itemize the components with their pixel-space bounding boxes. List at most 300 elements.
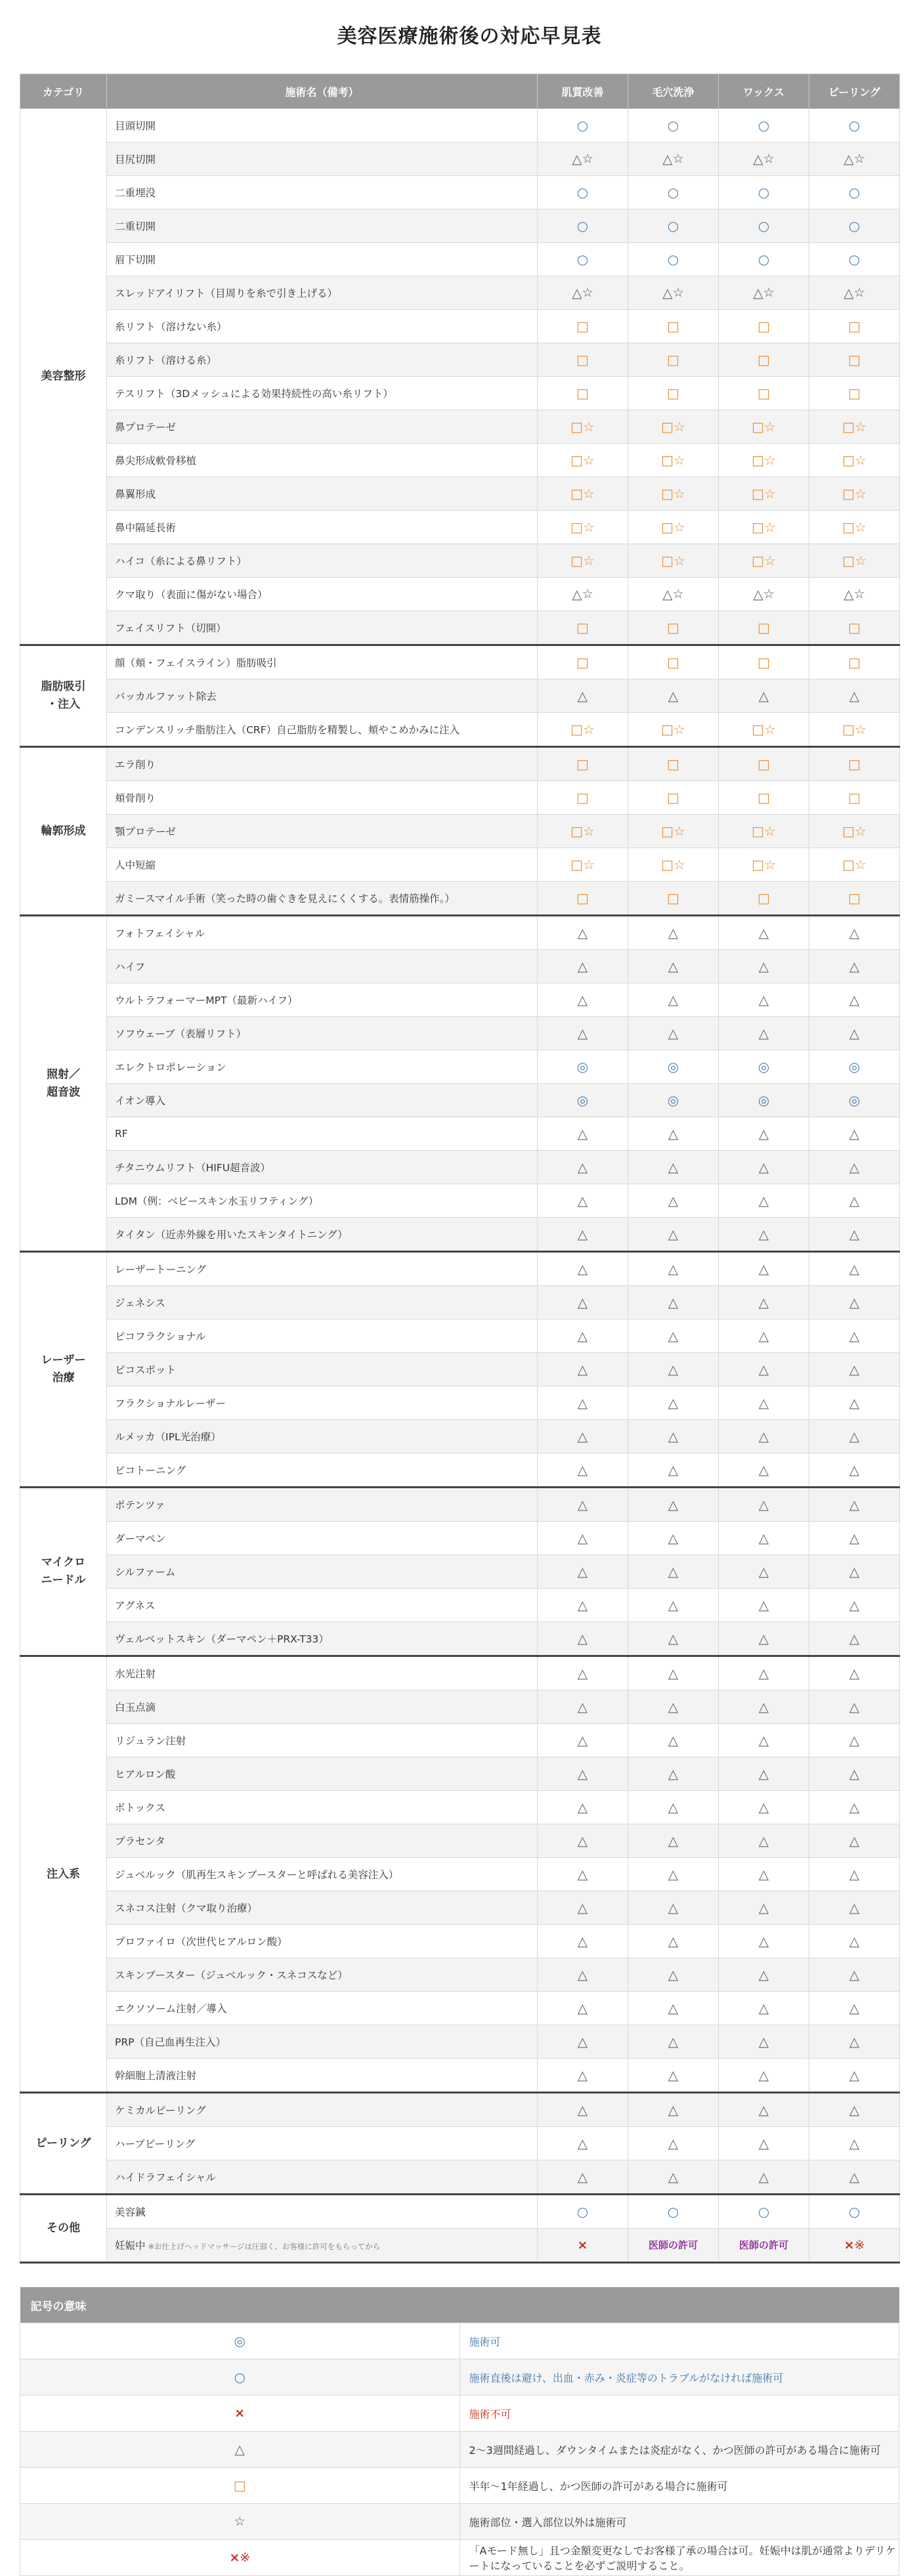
circle-icon: ○	[758, 2204, 770, 2220]
circle-icon: ○	[848, 218, 861, 234]
symbol-cell	[809, 848, 900, 882]
treatment-name: 目尻切開	[115, 154, 156, 165]
symbol-cell	[809, 1891, 900, 1925]
triangle-icon: △	[849, 1967, 860, 1983]
symbol-cell	[538, 747, 628, 781]
symbol-cell	[538, 882, 628, 916]
double-circle-icon: ◎	[758, 1059, 770, 1075]
symbol-cell	[628, 916, 719, 950]
symbol-cell	[719, 343, 809, 377]
symbol-cell	[809, 1286, 900, 1320]
triangle-icon: △	[849, 1597, 860, 1613]
symbol-cell	[538, 1724, 628, 1757]
triangle-icon: △	[668, 2102, 679, 2118]
square-icon: □	[661, 419, 673, 435]
symbol-cell	[719, 1757, 809, 1791]
legend-symbol-cell	[20, 2323, 460, 2359]
square-icon: □	[758, 620, 770, 635]
table-row	[20, 2127, 900, 2160]
symbol-cell	[809, 343, 900, 377]
triangle-icon: △	[753, 285, 763, 301]
star-icon: ☆	[763, 419, 776, 435]
treatment-name-cell	[107, 176, 538, 209]
treatment-name-cell	[107, 747, 538, 781]
star-icon: ☆	[763, 486, 776, 502]
triangle-icon: △	[577, 925, 588, 941]
treatment-name: ジュベルック（肌再生スキンブースターと呼ばれる美容注入）	[115, 1869, 399, 1881]
triangle-icon: △	[577, 1497, 588, 1513]
symbol-cell	[719, 1589, 809, 1622]
triangle-icon: △	[668, 1261, 679, 1277]
symbol-cell	[809, 2160, 900, 2195]
treatment-name-cell	[107, 1320, 538, 1353]
triangle-icon: △	[849, 958, 860, 974]
triangle-icon: △	[758, 925, 769, 941]
symbol-cell	[809, 1925, 900, 1958]
triangle-icon: △	[572, 285, 582, 301]
symbol-cell	[628, 611, 719, 645]
table-row	[20, 1690, 900, 1724]
square-icon: □	[667, 318, 679, 334]
symbol-cell	[809, 1791, 900, 1824]
treatment-name-cell	[107, 1791, 538, 1824]
symbol-cell	[628, 2229, 719, 2263]
symbol-cell	[719, 377, 809, 410]
triangle-icon: △	[849, 1530, 860, 1546]
symbol-cell	[628, 578, 719, 611]
treatment-name: ポテンツァ	[115, 1499, 165, 1511]
symbol-cell	[719, 781, 809, 815]
square-icon: □	[661, 823, 673, 839]
page	[20, 0, 919, 2576]
legend-text: 施術可	[460, 2323, 899, 2359]
square-icon: □	[576, 756, 589, 772]
triangle-icon: △	[668, 1933, 679, 1949]
table-row	[20, 1656, 900, 1690]
symbol-cell	[628, 511, 719, 544]
treatment-name: ボトックス	[115, 1802, 165, 1814]
triangle-icon: △	[758, 1564, 769, 1579]
triangle-icon: △	[668, 925, 679, 941]
treatment-name: 白玉点滴	[115, 1702, 156, 1713]
treatment-name-cell	[107, 1453, 538, 1488]
double-circle-icon: ◎	[234, 2333, 246, 2350]
triangle-icon: △	[849, 925, 860, 941]
symbol-cell	[809, 611, 900, 645]
symbol-cell	[719, 477, 809, 511]
table-row	[20, 511, 900, 544]
cross-icon: ×	[229, 2550, 240, 2565]
star-icon: ☆	[582, 419, 595, 435]
triangle-icon: △	[849, 1699, 860, 1715]
treatment-name-cell	[107, 848, 538, 882]
symbol-cell	[809, 2229, 900, 2263]
star-icon: ☆	[763, 151, 775, 166]
triangle-icon: △	[849, 1833, 860, 1849]
symbol-cell	[628, 2093, 719, 2127]
star-icon: ☆	[673, 823, 685, 839]
symbol-cell	[809, 1757, 900, 1791]
treatment-name: ジェネシス	[115, 1297, 165, 1309]
symbol-cell	[809, 477, 900, 511]
star-icon: ☆	[582, 721, 595, 737]
symbol-cell	[628, 1286, 719, 1320]
star-icon: ☆	[672, 586, 684, 601]
table-row	[20, 1050, 900, 1084]
symbol-cell	[809, 310, 900, 343]
table-row	[20, 1453, 900, 1488]
table-row	[20, 1992, 900, 2025]
symbol-cell	[538, 645, 628, 679]
symbol-cell	[719, 1320, 809, 1353]
symbol-cell	[809, 1117, 900, 1151]
triangle-icon: △	[758, 1126, 769, 1142]
triangle-icon: △	[758, 1766, 769, 1782]
triangle-icon: △	[849, 1159, 860, 1175]
symbol-cell	[538, 377, 628, 410]
treatment-name-cell	[107, 1420, 538, 1453]
table-row	[20, 1622, 900, 1656]
triangle-icon: △	[758, 1530, 769, 1546]
symbol-cell	[809, 176, 900, 209]
square-icon: □	[758, 318, 770, 334]
legend-text: 施術部位・選入部位以外は施術可	[460, 2504, 899, 2540]
square-icon: □	[848, 655, 861, 670]
table-row	[20, 1555, 900, 1589]
category-label: 注入系	[20, 1656, 107, 2093]
triangle-icon: △	[577, 958, 588, 974]
triangle-icon: △	[668, 1159, 679, 1175]
triangle-icon: △	[577, 1900, 588, 1916]
symbol-cell	[719, 544, 809, 578]
square-icon: □	[758, 890, 770, 906]
treatment-name: プロファイロ（次世代ヒアルロン酸）	[115, 1936, 288, 1948]
symbol-cell	[719, 209, 809, 243]
star-icon: ☆	[763, 823, 776, 839]
treatment-name-cell	[107, 343, 538, 377]
legend-row	[20, 2359, 899, 2395]
square-icon: □	[667, 756, 679, 772]
table-row	[20, 1488, 900, 1522]
triangle-icon: △	[758, 1933, 769, 1949]
square-icon: □	[570, 553, 583, 569]
category-label: 輪郭形成	[20, 747, 107, 916]
square-icon: □	[576, 655, 589, 670]
symbol-cell	[538, 1117, 628, 1151]
triangle-icon: △	[668, 1564, 679, 1579]
symbol-cell	[809, 1992, 900, 2025]
symbol-cell	[538, 983, 628, 1017]
table-row	[20, 1791, 900, 1824]
legend-symbol-cell	[20, 2504, 460, 2540]
square-icon: □	[758, 655, 770, 670]
triangle-icon: △	[758, 1732, 769, 1748]
symbol-cell	[628, 477, 719, 511]
category-label: ピーリング	[20, 2093, 107, 2195]
table-row	[20, 578, 900, 611]
star-icon: ☆	[854, 519, 866, 535]
category-label: レーザー 治療	[20, 1252, 107, 1488]
treatment-name-cell	[107, 544, 538, 578]
treatment-name: プラセンタ	[115, 1835, 165, 1847]
circle-icon: ○	[576, 184, 589, 200]
symbol-cell	[538, 916, 628, 950]
kome-icon: ※	[240, 2550, 251, 2565]
symbol-cell	[719, 176, 809, 209]
square-icon: □	[570, 823, 583, 839]
category-label: その他	[20, 2195, 107, 2263]
square-icon: □	[758, 790, 770, 805]
treatment-name-cell	[107, 477, 538, 511]
symbol-cell	[809, 1420, 900, 1453]
square-icon: □	[576, 318, 589, 334]
symbol-cell	[809, 781, 900, 815]
treatment-name: 顔（頬・フェイスライン）脂肪吸引	[115, 657, 277, 669]
square-icon: □	[576, 352, 589, 368]
symbol-cell	[809, 209, 900, 243]
symbol-cell	[538, 611, 628, 645]
symbol-cell	[809, 1017, 900, 1050]
symbol-cell	[628, 1622, 719, 1656]
treatment-name: LDM（例：ベビースキン水玉リフティング）	[115, 1195, 319, 1207]
triangle-icon: △	[577, 1866, 588, 1882]
treatment-name-cell	[107, 983, 538, 1017]
symbol-cell	[538, 1420, 628, 1453]
treatment-name: 頬骨削り	[115, 792, 156, 804]
table-row	[20, 1925, 900, 1958]
square-icon: □	[842, 857, 855, 872]
symbol-cell	[628, 1992, 719, 2025]
treatment-name-cell	[107, 2127, 538, 2160]
symbol-cell	[538, 1858, 628, 1891]
triangle-icon: △	[849, 1799, 860, 1815]
table-row	[20, 2195, 900, 2229]
table-body	[20, 109, 900, 2263]
treatment-name-cell	[107, 511, 538, 544]
triangle-icon: △	[577, 1933, 588, 1949]
table-row	[20, 2229, 900, 2263]
treatment-note: ※お仕上げヘッドマッサージは圧弱く、お客様に許可をもらってから	[148, 2242, 381, 2251]
symbol-cell	[628, 343, 719, 377]
symbol-cell	[628, 713, 719, 747]
table-row	[20, 343, 900, 377]
table-row	[20, 1117, 900, 1151]
triangle-icon: △	[577, 1428, 588, 1444]
triangle-icon: △	[849, 1462, 860, 1478]
treatment-name: コンデンスリッチ脂肪注入（CRF）自己脂肪を精製し、頬やこめかみに注入	[115, 724, 460, 736]
symbol-cell	[538, 1757, 628, 1791]
treatment-name-cell	[107, 1824, 538, 1858]
triangle-icon: △	[758, 1699, 769, 1715]
symbol-cell	[538, 2127, 628, 2160]
table-row	[20, 1522, 900, 1555]
triangle-icon: △	[577, 1597, 588, 1613]
square-icon: □	[842, 419, 855, 435]
symbol-cell	[628, 1151, 719, 1184]
symbol-cell	[538, 848, 628, 882]
treatment-name-cell	[107, 1891, 538, 1925]
triangle-icon: △	[668, 1665, 679, 1681]
square-icon: □	[667, 890, 679, 906]
symbol-cell	[538, 2160, 628, 2195]
symbol-cell	[628, 2195, 719, 2229]
symbol-cell	[538, 2229, 628, 2263]
star-icon: ☆	[582, 519, 595, 535]
square-icon: □	[570, 419, 583, 435]
symbol-cell	[719, 1824, 809, 1858]
triangle-icon: △	[668, 2000, 679, 2016]
treatment-name-cell	[107, 1958, 538, 1992]
table-row	[20, 645, 900, 679]
legend-row	[20, 2540, 899, 2576]
triangle-icon: △	[758, 1462, 769, 1478]
circle-icon: ○	[667, 2204, 679, 2220]
table-row	[20, 983, 900, 1017]
square-icon: □	[752, 721, 764, 737]
legend-row	[20, 2323, 899, 2359]
symbol-cell	[628, 1589, 719, 1622]
symbol-cell	[809, 679, 900, 713]
symbol-cell	[719, 1622, 809, 1656]
table-row	[20, 848, 900, 882]
table-row	[20, 142, 900, 176]
triangle-icon: △	[849, 992, 860, 1008]
triangle-icon: △	[849, 2000, 860, 2016]
symbol-cell	[628, 544, 719, 578]
star-icon: ☆	[853, 586, 865, 601]
treatment-name: 鼻中隔延長術	[115, 522, 177, 534]
triangle-icon: △	[577, 1025, 588, 1041]
symbol-cell	[538, 578, 628, 611]
circle-icon: ○	[667, 184, 679, 200]
triangle-icon: △	[668, 688, 679, 704]
star-icon: ☆	[234, 2514, 246, 2529]
triangle-icon: △	[577, 1766, 588, 1782]
treatment-name: フラクショナルレーザー	[115, 1398, 226, 1409]
legend-row	[20, 2395, 899, 2432]
triangle-icon: △	[758, 1866, 769, 1882]
symbol-cell	[719, 916, 809, 950]
symbol-cell	[538, 1488, 628, 1522]
cross-icon: ×	[577, 2237, 588, 2252]
symbol-cell	[809, 882, 900, 916]
symbol-cell	[719, 1724, 809, 1757]
symbol-cell	[719, 679, 809, 713]
triangle-icon: △	[849, 1328, 860, 1344]
triangle-icon: △	[577, 1799, 588, 1815]
symbol-cell	[628, 645, 719, 679]
symbol-cell	[809, 1252, 900, 1286]
table-row	[20, 1286, 900, 1320]
symbol-cell	[809, 1218, 900, 1252]
symbol-cell	[538, 679, 628, 713]
symbol-cell	[628, 1690, 719, 1724]
treatment-name: 鼻プロテーゼ	[115, 421, 176, 433]
table-row	[20, 410, 900, 444]
legend-table	[20, 2287, 899, 2576]
triangle-icon: △	[577, 2136, 588, 2151]
triangle-icon: △	[849, 1428, 860, 1444]
symbol-cell	[719, 444, 809, 477]
star-icon: ☆	[582, 553, 595, 569]
triangle-icon: △	[577, 1665, 588, 1681]
symbol-cell	[719, 1420, 809, 1453]
triangle-icon: △	[849, 1126, 860, 1142]
symbol-cell	[538, 1555, 628, 1589]
star-icon: ☆	[673, 419, 685, 435]
symbol-cell	[538, 1958, 628, 1992]
symbol-cell	[538, 1151, 628, 1184]
table-row	[20, 950, 900, 983]
triangle-icon: △	[577, 1295, 588, 1310]
triangle-icon: △	[572, 586, 582, 602]
symbol-cell	[809, 815, 900, 848]
triangle-icon: △	[758, 2000, 769, 2016]
symbol-cell	[719, 1184, 809, 1218]
symbol-cell	[538, 109, 628, 142]
square-icon: □	[570, 721, 583, 737]
symbol-cell	[538, 276, 628, 310]
treatment-name: ピコスポット	[115, 1364, 177, 1376]
treatment-name-cell	[107, 611, 538, 645]
triangle-icon: △	[577, 2067, 588, 2083]
symbol-cell	[719, 1084, 809, 1117]
symbol-cell	[538, 343, 628, 377]
square-icon: □	[667, 620, 679, 635]
table-row	[20, 1420, 900, 1453]
symbol-cell	[538, 444, 628, 477]
symbol-cell	[719, 1488, 809, 1522]
treatment-name: ガミースマイル手術（笑った時の歯ぐきを見えにくくする。表情筋操作。）	[115, 893, 455, 905]
circle-icon: ○	[758, 218, 770, 234]
triangle-icon: △	[849, 1631, 860, 1646]
symbol-cell	[628, 1958, 719, 1992]
triangle-icon: △	[844, 151, 854, 167]
symbol-cell	[809, 1724, 900, 1757]
star-icon: ☆	[854, 721, 866, 737]
square-icon: □	[667, 352, 679, 368]
symbol-cell	[719, 1286, 809, 1320]
page-title: 美容医療施術後の対応早見表	[337, 25, 602, 48]
star-icon: ☆	[673, 857, 685, 872]
symbol-cell	[628, 1858, 719, 1891]
treatment-name-cell	[107, 1925, 538, 1958]
treatment-name-cell	[107, 310, 538, 343]
table-row	[20, 713, 900, 747]
symbol-cell	[809, 713, 900, 747]
triangle-icon: △	[668, 2034, 679, 2050]
symbol-cell	[538, 1386, 628, 1420]
symbol-cell	[809, 1589, 900, 1622]
treatment-name-cell	[107, 444, 538, 477]
triangle-icon: △	[849, 2034, 860, 2050]
triangle-icon: △	[849, 2102, 860, 2118]
triangle-icon: △	[577, 2034, 588, 2050]
triangle-icon: △	[577, 1126, 588, 1142]
treatment-name-cell	[107, 1184, 538, 1218]
table-row	[20, 444, 900, 477]
triangle-icon: △	[849, 1295, 860, 1310]
symbol-cell	[628, 882, 719, 916]
table-row	[20, 882, 900, 916]
symbol-cell	[719, 1050, 809, 1084]
symbol-cell	[538, 781, 628, 815]
symbol-cell	[719, 1117, 809, 1151]
symbol-cell	[538, 544, 628, 578]
symbol-cell	[719, 713, 809, 747]
triangle-icon: △	[577, 2169, 588, 2185]
symbol-cell	[538, 511, 628, 544]
